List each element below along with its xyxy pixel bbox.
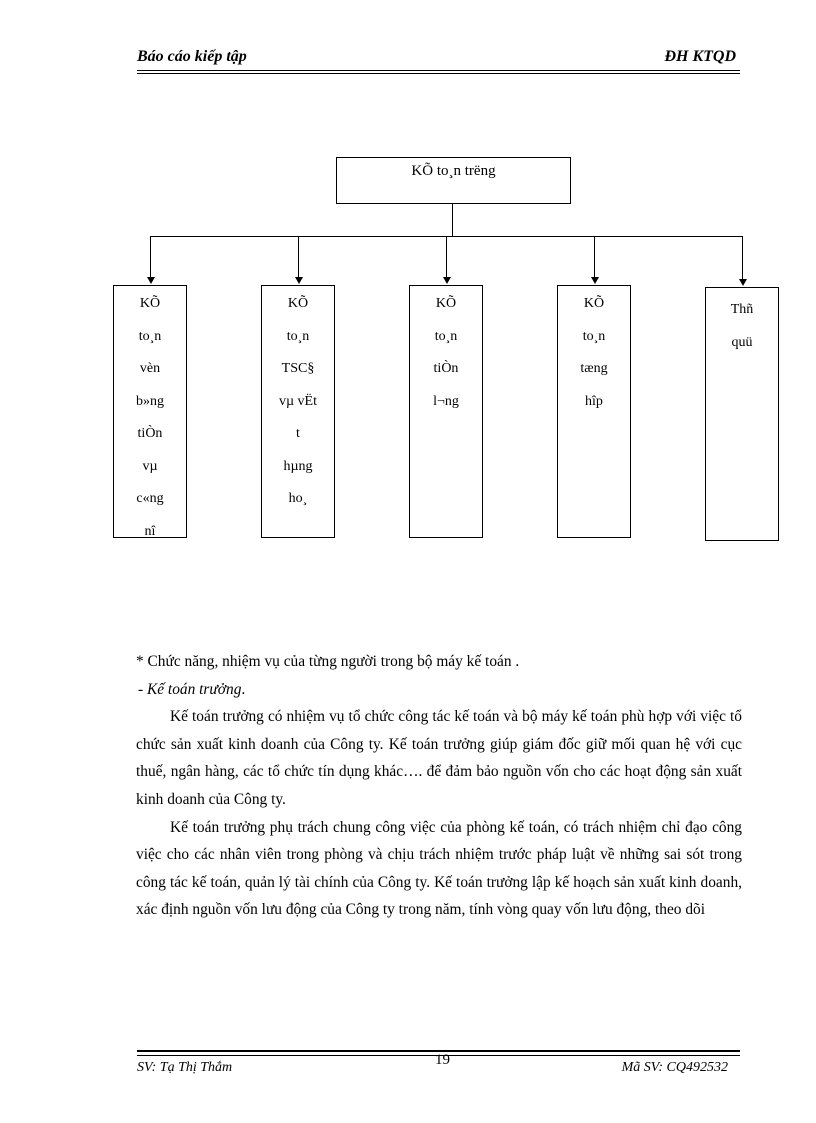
drop-line-4 — [594, 236, 595, 278]
org-child-box-3 — [409, 285, 483, 538]
student-code: Mã SV: CQ492532 — [621, 1060, 728, 1075]
subsection-period: . — [241, 680, 246, 698]
box-line: t — [296, 426, 300, 441]
body-text — [136, 648, 742, 924]
page-footer — [137, 1050, 740, 1080]
box-line: tæng — [580, 361, 608, 376]
box-line: ho¸ — [288, 491, 308, 506]
header-title: Báo cáo kiếp tập — [137, 48, 247, 65]
box-line: vµ vËt — [278, 393, 317, 409]
box-line: KÕ — [287, 296, 309, 311]
org-child-box-5 — [705, 287, 779, 541]
root-connector — [452, 204, 453, 236]
box-line: to¸n — [138, 328, 162, 344]
box-line: KÕ — [435, 296, 457, 311]
arrow-icon — [739, 279, 747, 286]
box-line: l¬ng — [433, 393, 459, 409]
org-root-box: KÕ to¸n trëng — [336, 157, 571, 204]
arrow-icon — [591, 277, 599, 284]
org-child-box-4 — [557, 285, 631, 538]
drop-line-1 — [150, 236, 151, 278]
arrow-icon — [295, 277, 303, 284]
arrow-icon — [147, 277, 155, 284]
subsection-heading — [136, 676, 742, 704]
arrow-icon — [443, 277, 451, 284]
box-line: quü — [731, 334, 753, 350]
box-line: b»ng — [136, 393, 164, 409]
drop-line-5 — [742, 236, 743, 280]
box-line: to¸n — [582, 328, 606, 344]
box-line: hµng — [283, 458, 313, 474]
box-line: vèn — [139, 361, 161, 376]
org-child-box-2 — [261, 285, 335, 538]
header-university: ĐH KTQD — [664, 48, 736, 65]
page-number: 19 — [435, 1052, 450, 1068]
box-line: tiÒn — [137, 426, 163, 441]
box-line: nî — [144, 523, 156, 539]
section-heading: * Chức năng, nhiệm vụ của từng người trong bộ máy kế toán . — [136, 653, 520, 670]
box-line: to¸n — [286, 328, 310, 344]
box-line: hîp — [585, 393, 603, 409]
org-child-box-1 — [113, 285, 187, 538]
box-line: KÕ — [583, 296, 605, 311]
student-name: SV: Tạ Thị Thắm — [137, 1060, 233, 1075]
box-line: c«ng — [136, 491, 164, 506]
box-line: tiÒn — [433, 361, 459, 376]
bullet-dash: - — [138, 680, 147, 698]
box-line: TSC§ — [281, 361, 315, 376]
box-line: KÕ — [139, 296, 161, 311]
drop-line-2 — [298, 236, 299, 278]
subsection-title: Kế toán trưởng — [146, 680, 242, 698]
box-line: Thñ — [730, 302, 754, 317]
box-line: to¸n — [434, 328, 458, 344]
paragraph-2: Kế toán trưởng phụ trách chung công việc của phòng kế toán, có trách nhiệm chỉ đạo công việc cho các nhân viên trong phòng và chịu trách nhiệm trước pháp luật về những sai sót trong công tác kế toán, quản lý tài chính của Công ty. Kế toán trưởng lập kế hoạch sản xuất kinh doanh, xác định nguồn vốn lưu động của Công ty trong năm, tính vòng quay vốn lưu động, theo dõi — [136, 818, 742, 919]
paragraph-1: Kế toán trưởng có nhiệm vụ tổ chức công tác kế toán và bộ máy kế toán phù hợp với việc tổ chức sản xuất kinh doanh của Công ty. Kế toán trưởng giúp giám đốc giữ mối quan hệ với cục thuế, ngân hàng, các tổ chức tín dụng khác…. để đảm bảo nguồn vốn cho các hoạt động sản xuất kinh doanh của Công ty. — [136, 708, 742, 808]
drop-line-3 — [446, 236, 447, 278]
box-line: vµ — [142, 458, 158, 474]
